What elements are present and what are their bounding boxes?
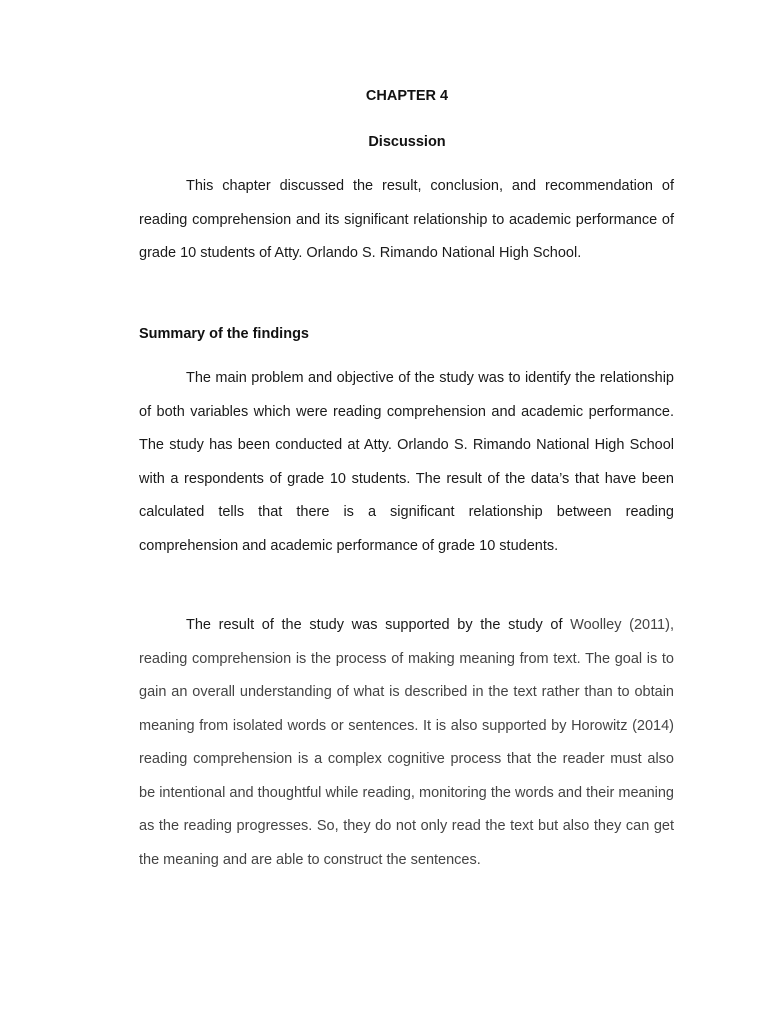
support-paragraph-lead: The result of the study was supported by the study of [186, 617, 571, 633]
chapter-heading: CHAPTER 4 [365, 88, 449, 104]
summary-heading: Summary of the findings [139, 326, 309, 342]
support-paragraph-rest: Woolley (2011), reading comprehension is the process of making meaning from text. The goal is to gain an overall understanding of what is described in the text rather than to obtain meaning from isolated words or sentences. It is also supported by Horowitz (2014) reading comprehension is a complex cognitive process that the reader must also be intentional and thoughtful while reading, monitoring the words and their meaning as the reading progresses. So, they do not only read the text but also they can get the meaning and are able to construct the sentences. [139, 617, 674, 868]
support-paragraph [139, 609, 674, 877]
findings-paragraph: The main problem and objective of the study was to identify the relationship of both variables which were reading comprehension and academic performance. The study has been conducted at Atty. Orlando S. Rimando National High School with a respondents of grade 10 students. The result of the data’s that have been calculated tells that there is a significant relationship between reading comprehension and academic performance of grade 10 students. [139, 370, 674, 554]
page-title: Discussion [368, 134, 446, 150]
intro-paragraph: This chapter discussed the result, conclusion, and recommendation of reading comprehension and its significant relationship to academic performance of grade 10 students of Atty. Orlando S. Rimando National High School. [139, 178, 674, 261]
